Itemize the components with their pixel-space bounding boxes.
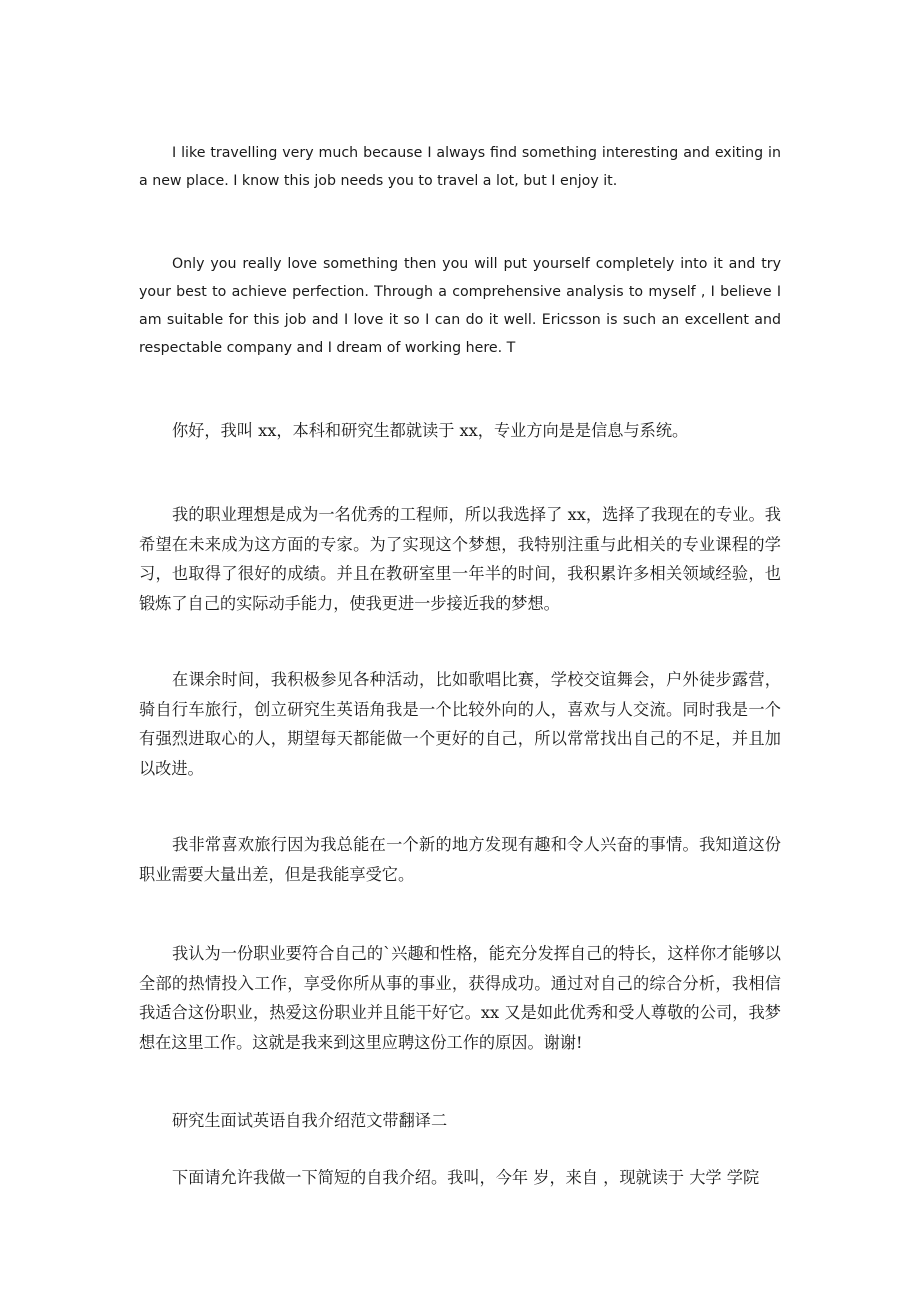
paragraph-greeting: 你好，我叫 xx，本科和研究生都就读于 xx，专业方向是是信息与系统。 (172, 421, 689, 440)
paragraph-travel: 我非常喜欢旅行因为我总能在一个新的地方发现有趣和令人兴奋的事情。我知道这份职业需要大量出差，但是我能享受它。 (139, 835, 781, 884)
paragraph-career-ideal: 我的职业理想是成为一名优秀的工程师，所以我选择了 xx，选择了我现在的专业。我希望在未来成为这方面的专家。为了实现这个梦想，我特别注重与此相关的专业课程的学习，也取得了很好的成绩。并且在教研室里一年半的时间，我积累许多相关领域经验，也锻炼了自己的实际动手能力，使我更进一步接近我的梦想。 (139, 505, 781, 613)
section-heading: 研究生面试英语自我介绍范文带翻译二 (172, 1111, 448, 1130)
paragraph-english-travel: I like travelling very much because I always find something interesting and exiting in a new place. I know this job needs you to travel a lot, but I enjoy it. (139, 145, 781, 189)
paragraph-english-conclusion: Only you really love something then you will put yourself completely into it and try your best to achieve perfection. Through a comprehensive analysis to myself , I believe I am suitable for this job and I love it so I can do it well. Ericsson is such an excellent and respectable company and I dream of working here. T (139, 256, 781, 356)
paragraph-self-intro: 下面请允许我做一下简短的自我介绍。我叫，今年 岁，来自 ，现就读于 大学 学院 (172, 1168, 760, 1187)
paragraph-conclusion: 我认为一份职业要符合自己的`兴趣和性格，能充分发挥自己的特长，这样你才能够以全部的热情投入工作，享受你所从事的事业，获得成功。通过对自己的综合分析，我相信我适合这份职业，热爱这份职业并且能干好它。xx 又是如此优秀和受人尊敬的公司，我梦想在这里工作。这就是我来到这里应聘这份工作的原因。谢谢! (139, 944, 781, 1052)
paragraph-activities: 在课余时间，我积极参见各种活动，比如歌唱比赛，学校交谊舞会，户外徒步露营，骑自行车旅行，创立研究生英语角我是一个比较外向的人，喜欢与人交流。同时我是一个有强烈进取心的人，期望每天都能做一个更好的自己，所以常常找出自己的不足，并且加以改进。 (139, 670, 781, 778)
